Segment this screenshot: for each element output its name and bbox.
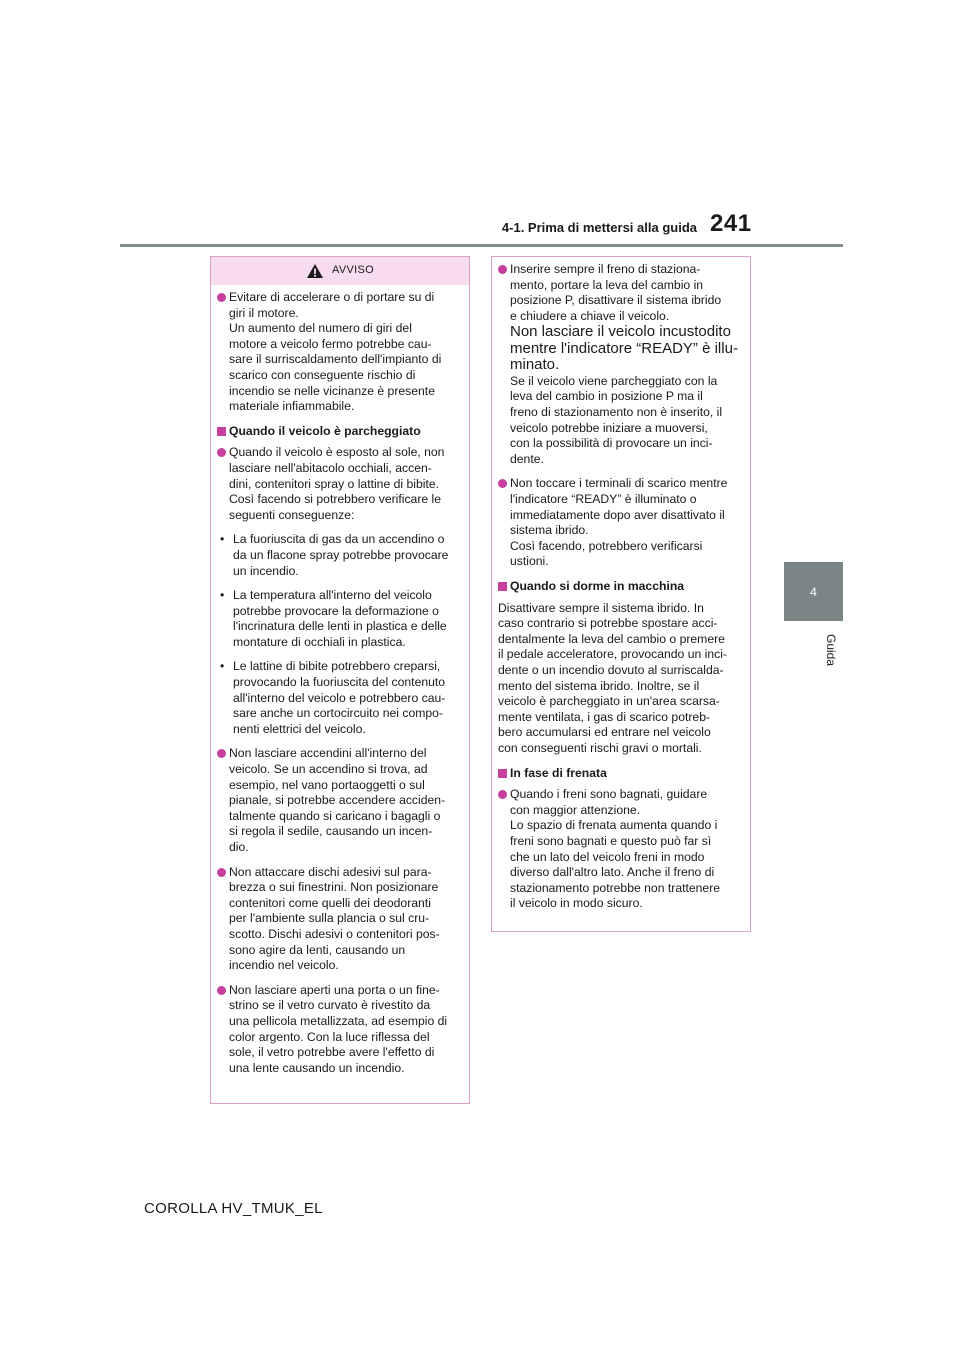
list-item: Inserire sempre il freno di staziona- mento, portare la leva del cambio in posizione P, disattivare il sistema ibrido e chiudere a chiave il veicolo. Non lasciare il veicolo incustodito mentre l'indicatore “READY” è illu- minato. Se il veicolo viene parcheggiato con la leva del cambio in posizione P ma il freno di stazionamento non è inserito, il veicolo potrebbe iniziare a muoversi, con la possibilità di provocare un inci- dente. [498,262,743,467]
footer-model-code: COROLLA HV_TMUK_EL [144,1200,323,1217]
bullet-dot-icon [498,790,507,799]
chapter-tab[interactable] [784,562,843,621]
sub-list-item: • La temperatura all'interno del veicolo potrebbe provocare la deformazione o l'incrinatura delle lenti in plastica e delle montature di occhiali in plastica. [220,588,447,649]
subheading: Quando il veicolo è parcheggiato [217,424,462,440]
sub-bullet-icon: • [220,532,225,547]
square-bullet-icon [498,582,507,591]
square-bullet-icon [498,769,507,778]
list-item: Non lasciare accendini all'interno del veicolo. Se un accendino si trova, ad esempio, nel vano portaoggetti o sul pianale, si potrebbe accendere acciden- talmente quando si caricano i bagagli o si regola il sedile, causando un incen- dio. [217,746,462,855]
emphasis-text: mentre l'indicatore “READY” è illu- [510,339,738,357]
subheading: Quando si dorme in macchina [498,579,743,595]
emphasis-text: minato. [510,356,560,374]
square-bullet-icon [217,427,226,436]
bullet-dot-icon [217,749,226,758]
warning-box-right [491,256,751,932]
chapter-label: Guida [824,633,838,667]
warning-title: AVVISO [332,264,374,277]
page-number: 241 [710,210,752,237]
chapter-number: 4 [810,584,817,599]
warning-header [211,257,469,285]
list-item: Quando i freni sono bagnati, guidare con maggior attenzione. Lo spazio di frenata aumenta quando i freni sono bagnati e questo può far sì che un lato del veicolo freni in modo diverso dall'altro lato. Anche il freno di stazionamento potrebbe non trattenere il veicolo in modo sicuro. [498,787,743,912]
warning-box-left [210,256,470,1104]
bullet-dot-icon [498,265,507,274]
sub-list-item: • La fuoriuscita di gas da un accendino o da un flacone spray potrebbe provocare un incendio. [220,532,449,578]
bullet-dot-icon [217,986,226,995]
list-item: Quando il veicolo è esposto al sole, non lasciare nell'abitacolo occhiali, accen- dini, contenitori spray o lattine di bibite. Così facendo si potrebbero verificare le seguenti conseguenze: [217,445,462,523]
list-item: Evitare di accelerare o di portare su di giri il motore. Un aumento del numero di giri del motore a veicolo fermo potrebbe cau- sare il surriscaldamento dell'impianto di scarico con conseguente rischio di incendio se nelle vicinanze è presente materiale infiammabile. [217,290,462,415]
sub-bullet-icon: • [220,588,225,603]
sub-bullet-icon: • [220,659,225,674]
list-item: Non attaccare dischi adesivi sul para- brezza o sui finestrini. Non posizionare contenitori come quelli dei deodoranti per l'ambiente sulla plancia o sul cru- scotto. Dischi adesivi o contenitori pos- sono agire da lenti, causando un incendio nel veicolo. [217,865,462,974]
subheading: In fase di frenata [498,766,743,782]
list-item: Non lasciare aperti una porta o un fine- strino se il vetro curvato è rivestito da una pellicola metallizzata, ad esempio di color argento. Con la luce riflessa del sole, il vetro potrebbe avere l'effetto di una lente causando un incendio. [217,983,462,1077]
paragraph: Disattivare sempre il sistema ibrido. In caso contrario si potrebbe spostare acci- dentalmente la leva del cambio o premere il pedale acceleratore, provocando un inci- dente o un incendio dovuto al surriscalda- mento del sistema ibrido. Inoltre, se il veicolo è parcheggiato in un'area scarsa- mente ventilata, i gas di scarico potreb- bero accumularsi ed entrare nel veicolo con conseguenti rischi gravi o mortali. [498,600,727,755]
warning-triangle-icon [306,263,324,279]
bullet-dot-icon [498,479,507,488]
bullet-dot-icon [217,293,226,302]
header-rule [120,244,843,247]
emphasis-text: Non lasciare il veicolo incustodito [510,323,731,341]
bullet-dot-icon [217,868,226,877]
section-title: 4-1. Prima di mettersi alla guida [501,220,697,235]
bullet-dot-icon [217,448,226,457]
list-item: Non toccare i terminali di scarico mentre l'indicatore “READY” è illuminato o immediatamente dopo aver disattivato il sistema ibrido. Così facendo, potrebbero verificarsi ustioni. [498,476,743,570]
sub-list-item: • Le lattine di bibite potrebbero creparsi, provocando la fuoriuscita del contenuto all'interno del veicolo e potrebbero cau- sare anche un cortocircuito nei compo- nenti elettrici del veicolo. [220,659,446,736]
